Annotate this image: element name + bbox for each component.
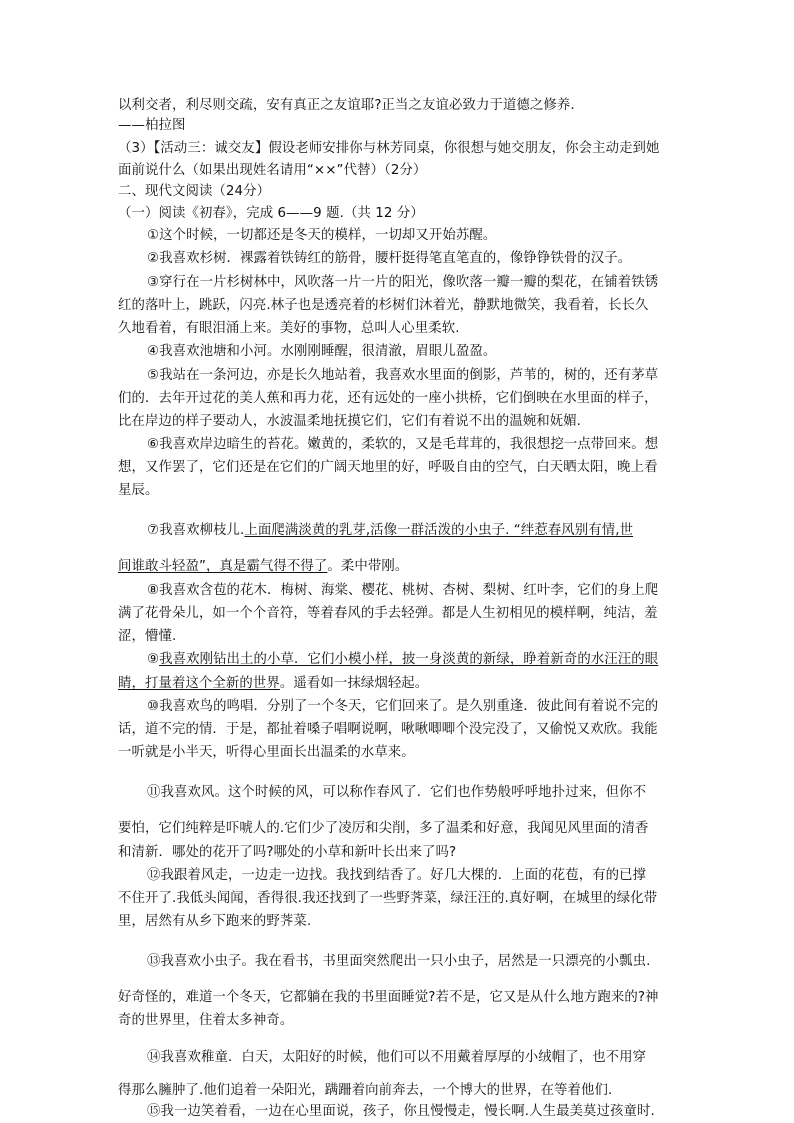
underlined-text: 睛，打量着这个全新的世界 [118,676,280,691]
paragraph-line: 们的．去年开过花的美人蕉和再力花，还有远处的一座小拱桥，它们倒映在水里面的样子， [118,391,658,406]
text-plain: ⑨ [147,652,160,667]
paragraph-line: 和清新．哪处的花开了吗?哪处的小草和新叶长出来了吗? [118,845,457,860]
text-line: 以利交者，利尽则交疏，安有真正之友谊耶?正当之友谊必致力于道德之修养. [118,98,575,113]
paragraph-line-underlined [147,650,658,670]
text-plain: 。柔中带刚。 [327,559,409,574]
paragraph-line-underlined [147,521,633,541]
section-heading: 二、现代文阅读（24分） [118,184,271,199]
paragraph-line-underlined [118,674,428,694]
paragraph-line: ④我喜欢池塘和小河。水刚刚睡醒，很清澈，眉眼儿盈盈。 [147,344,497,359]
paragraph-line: ③穿行在一片杉树林中，风吹落一片一片的阳光，像吹落一瓣一瓣的梨花，在铺着铁锈 [147,275,659,290]
paragraph-line: ⑬我喜欢小虫子。我在看书，书里面突然爬出一只小虫子，居然是一只漂亮的小瓢虫. [147,954,651,969]
paragraph-line: 得那么臃肿了.他们追着一朵阳光，蹒跚着向前奔去，一个博大的世界，在等着他们. [118,1083,613,1098]
paragraph-line: ⑮我一边笑着看，一边在心里面说，孩子，你且慢慢走，慢长啊.人生最美莫过孩童时. [147,1104,655,1119]
text-plain: 。遥看如一抹绿烟轻起。 [279,676,429,691]
paragraph-line: 满了花骨朵儿，如一个个音符，等着春风的手去轻弹。都是人生初相见的模样啊，纯洁，羞 [118,606,658,621]
underlined-text: 间谁敢斗轻盈”，真是霸气得不得了 [118,559,328,574]
paragraph-line: 星辰。 [118,483,159,498]
paragraph-line: 不住开了.我低头闻闻，香得很.我还找到了一些野荠菜，绿汪汪的.真好啊，在城里的绿化带 [118,891,658,906]
subsection-heading: （一）阅读《初春》，完成 6——9 题.（共 12 分） [118,206,424,221]
underlined-text: 上面爬满淡黄的乳芽,活像一群活泼的小虫子. “绊惹春风别有情,世 [244,523,634,538]
paragraph-line: 比在岸边的样子要动人，水波温柔地抚摸它们，它们有着说不出的温婉和妩媚. [118,414,582,429]
paragraph-line: 要怕，它们纯粹是吓唬人的.它们少了凌厉和尖削，多了温柔和好意，我闻见风里面的清香 [118,821,649,836]
paragraph-line: 奇的世界里，住着太多神奇。 [118,1013,294,1028]
attribution-line: ——柏拉图 [118,118,186,133]
question-line: （3）【活动三：诚交友】假设老师安排你与林芳同桌，你很想与她交朋友，你会主动走到她 [118,141,660,156]
paragraph-line: ⑥我喜欢岸边暗生的苔花。嫩黄的，柔软的，又是毛茸茸的，我很想挖一点带回来。想 [147,437,659,452]
text-plain: ⑦我喜欢柳枝儿. [147,523,245,538]
paragraph-line: 涩，懵懂. [118,629,177,644]
paragraph-line: 里，居然有从乡下跑来的野荠菜. [118,914,312,929]
paragraph-line: ②我喜欢杉树．裸露着铁铸红的筋骨，腰杆挺得笔直笔直的，像铮铮铁骨的汉子。 [147,251,632,266]
paragraph-line: ⑧我喜欢含苞的花木．梅树、海棠、樱花、桃树、杏树、梨树、红叶李，它们的身上爬 [147,583,659,598]
paragraph-line: ⑩我喜欢鸟的鸣唱．分别了一个冬天，它们回来了。是久别重逢．彼此间有着说不完的 [147,699,659,714]
paragraph-line: 话，道不完的情．于是，都扯着嗓子唱啊说啊，啾啾唧唧个没完没了，又偷悦又欢欣。我能 [118,722,658,737]
paragraph-line: 久地看着，有眼泪涌上来。美好的事物，总叫人心里柔软. [118,321,460,336]
paragraph-line-underlined [118,557,408,577]
paragraph-line: 想，又作罢了，它们还是在它们的广阔天地里的好，呼吸自由的空气，白天晒太阳，晚上看 [118,460,658,475]
paragraph-line: 红的落叶上，跳跃，闪亮.林子也是透亮着的杉树们沐着光，静默地微笑，我看着，长长久 [118,298,649,313]
question-line: 面前说什么（如果出现姓名请用“××”代替）（2分） [118,163,427,178]
paragraph-line: 好奇怪的，难道一个冬天，它都躺在我的书里面睡觉?若不是，它又是从什么地方跑来的?神 [118,990,659,1005]
paragraph-line: ①这个时候，一切都还是冬天的模样，一切却又开始苏醒。 [147,228,497,243]
paragraph-line: ⑭我喜欢稚童．白天，太阳好的时候，他们可以不用戴着厚厚的小绒帽了，也不用穿 [147,1050,647,1065]
underlined-text: 我喜欢刚钻出土的小草．它们小模小样，披一身淡黄的新绿，睁着新奇的水汪汪的眼 [159,652,659,667]
paragraph-line: ⑪我喜欢风。这个时候的风，可以称作春风了．它们也作势般呼呼地扑过来，但你不 [147,785,647,800]
paragraph-line: 一听就是小半天，听得心里面长出温柔的水草来。 [118,745,415,760]
paragraph-line: ⑫我跟着风走，一边走一边找。我找到结香了。好几大棵的．上面的花苞，有的已撑 [147,868,647,883]
paragraph-line: ⑤我站在一条河边，亦是长久地站着，我喜欢水里面的倒影，芦苇的，树的，还有茅草 [147,368,659,383]
